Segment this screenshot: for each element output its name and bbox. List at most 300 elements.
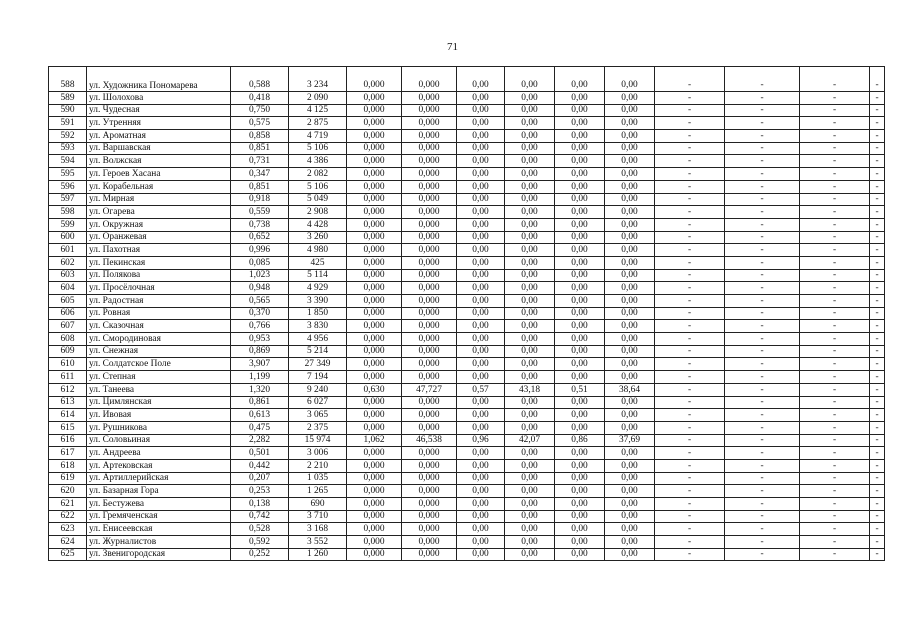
col-dash-4: - bbox=[870, 523, 885, 536]
col-dash-1: - bbox=[655, 269, 725, 282]
street-name: ул. Ивовая bbox=[87, 409, 231, 422]
table-row bbox=[49, 168, 885, 181]
col-dash-4: - bbox=[870, 244, 885, 257]
col-dash-3: - bbox=[800, 231, 870, 244]
col-value-2: 0,000 bbox=[402, 396, 457, 409]
col-value-3: 0,00 bbox=[457, 269, 505, 282]
col-area: 5 114 bbox=[289, 269, 347, 282]
row-number: 613 bbox=[49, 396, 87, 409]
col-dash-4: - bbox=[870, 498, 885, 511]
row-number: 604 bbox=[49, 282, 87, 295]
col-value-3: 0,00 bbox=[457, 447, 505, 460]
row-number: 615 bbox=[49, 421, 87, 434]
col-value-6: 0,00 bbox=[605, 459, 655, 472]
street-name: ул. Волжская bbox=[87, 155, 231, 168]
table-row bbox=[49, 345, 885, 358]
street-name: ул. Рушникова bbox=[87, 421, 231, 434]
table-row bbox=[49, 193, 885, 206]
col-length: 0,501 bbox=[231, 447, 289, 460]
col-area: 3 552 bbox=[289, 536, 347, 549]
col-area: 7 194 bbox=[289, 371, 347, 384]
col-dash-1: - bbox=[655, 421, 725, 434]
col-value-4: 0,00 bbox=[505, 307, 555, 320]
col-dash-4: - bbox=[870, 371, 885, 384]
col-dash-4: - bbox=[870, 295, 885, 308]
col-value-1: 0,000 bbox=[347, 142, 402, 155]
col-dash-1: - bbox=[655, 523, 725, 536]
col-dash-3: - bbox=[800, 256, 870, 269]
col-dash-4: - bbox=[870, 510, 885, 523]
col-value-6: 0,00 bbox=[605, 295, 655, 308]
street-name: ул. Соловьиная bbox=[87, 434, 231, 447]
col-dash-3: - bbox=[800, 409, 870, 422]
row-number: 607 bbox=[49, 320, 87, 333]
col-value-5: 0,00 bbox=[555, 358, 605, 371]
col-value-1: 0,630 bbox=[347, 383, 402, 396]
col-value-6: 0,00 bbox=[605, 142, 655, 155]
col-length: 0,918 bbox=[231, 193, 289, 206]
col-dash-4: - bbox=[870, 130, 885, 143]
col-dash-3: - bbox=[800, 67, 870, 92]
col-value-4: 0,00 bbox=[505, 447, 555, 460]
col-value-5: 0,00 bbox=[555, 447, 605, 460]
col-area: 3 260 bbox=[289, 231, 347, 244]
street-name: ул. Шолохова bbox=[87, 92, 231, 105]
col-area: 5 106 bbox=[289, 142, 347, 155]
col-length: 3,907 bbox=[231, 358, 289, 371]
col-area: 4 980 bbox=[289, 244, 347, 257]
col-dash-1: - bbox=[655, 307, 725, 320]
col-value-1: 0,000 bbox=[347, 498, 402, 511]
col-length: 0,851 bbox=[231, 142, 289, 155]
street-name: ул. Героев Хасана bbox=[87, 168, 231, 181]
col-dash-1: - bbox=[655, 256, 725, 269]
col-value-5: 0,00 bbox=[555, 206, 605, 219]
col-area: 3 168 bbox=[289, 523, 347, 536]
col-value-4: 0,00 bbox=[505, 269, 555, 282]
row-number: 599 bbox=[49, 218, 87, 231]
col-value-1: 0,000 bbox=[347, 193, 402, 206]
col-value-5: 0,00 bbox=[555, 409, 605, 422]
col-value-2: 0,000 bbox=[402, 206, 457, 219]
table-row bbox=[49, 320, 885, 333]
table-row bbox=[49, 218, 885, 231]
col-value-5: 0,00 bbox=[555, 256, 605, 269]
col-area: 27 349 bbox=[289, 358, 347, 371]
col-value-4: 0,00 bbox=[505, 371, 555, 384]
col-value-5: 0,00 bbox=[555, 421, 605, 434]
col-area: 2 875 bbox=[289, 117, 347, 130]
col-value-3: 0,00 bbox=[457, 485, 505, 498]
col-length: 0,370 bbox=[231, 307, 289, 320]
col-dash-1: - bbox=[655, 155, 725, 168]
col-dash-3: - bbox=[800, 396, 870, 409]
col-length: 0,085 bbox=[231, 256, 289, 269]
row-number: 610 bbox=[49, 358, 87, 371]
col-value-4: 0,00 bbox=[505, 206, 555, 219]
col-length: 0,565 bbox=[231, 295, 289, 308]
col-dash-4: - bbox=[870, 459, 885, 472]
col-value-1: 0,000 bbox=[347, 269, 402, 282]
col-length: 2,282 bbox=[231, 434, 289, 447]
col-value-2: 0,000 bbox=[402, 447, 457, 460]
row-number: 621 bbox=[49, 498, 87, 511]
col-area: 2 090 bbox=[289, 92, 347, 105]
col-value-5: 0,00 bbox=[555, 282, 605, 295]
col-value-2: 0,000 bbox=[402, 523, 457, 536]
col-dash-3: - bbox=[800, 117, 870, 130]
col-value-1: 0,000 bbox=[347, 333, 402, 346]
table-row bbox=[49, 498, 885, 511]
col-value-2: 0,000 bbox=[402, 472, 457, 485]
col-dash-3: - bbox=[800, 548, 870, 561]
col-value-5: 0,00 bbox=[555, 269, 605, 282]
col-value-3: 0,00 bbox=[457, 244, 505, 257]
col-area: 3 390 bbox=[289, 295, 347, 308]
col-dash-3: - bbox=[800, 320, 870, 333]
row-number: 606 bbox=[49, 307, 87, 320]
col-dash-1: - bbox=[655, 168, 725, 181]
col-value-3: 0,00 bbox=[457, 548, 505, 561]
col-area: 3 006 bbox=[289, 447, 347, 460]
col-value-2: 0,000 bbox=[402, 548, 457, 561]
col-dash-4: - bbox=[870, 345, 885, 358]
col-value-1: 0,000 bbox=[347, 104, 402, 117]
col-area: 6 027 bbox=[289, 396, 347, 409]
col-dash-3: - bbox=[800, 142, 870, 155]
row-number: 620 bbox=[49, 485, 87, 498]
col-value-3: 0,00 bbox=[457, 396, 505, 409]
col-dash-2: - bbox=[725, 269, 800, 282]
table-row bbox=[49, 472, 885, 485]
col-dash-1: - bbox=[655, 218, 725, 231]
row-number: 608 bbox=[49, 333, 87, 346]
col-length: 0,652 bbox=[231, 231, 289, 244]
col-dash-2: - bbox=[725, 320, 800, 333]
col-value-5: 0,00 bbox=[555, 142, 605, 155]
col-value-2: 0,000 bbox=[402, 282, 457, 295]
col-value-1: 0,000 bbox=[347, 218, 402, 231]
col-dash-1: - bbox=[655, 193, 725, 206]
col-area: 4 719 bbox=[289, 130, 347, 143]
col-dash-1: - bbox=[655, 510, 725, 523]
col-value-6: 0,00 bbox=[605, 155, 655, 168]
col-dash-1: - bbox=[655, 459, 725, 472]
col-dash-2: - bbox=[725, 307, 800, 320]
col-value-5: 0,00 bbox=[555, 155, 605, 168]
col-dash-4: - bbox=[870, 434, 885, 447]
street-name: ул. Пахотная bbox=[87, 244, 231, 257]
col-dash-4: - bbox=[870, 409, 885, 422]
col-dash-4: - bbox=[870, 307, 885, 320]
col-value-2: 0,000 bbox=[402, 307, 457, 320]
col-value-6: 0,00 bbox=[605, 282, 655, 295]
col-dash-3: - bbox=[800, 218, 870, 231]
col-value-5: 0,00 bbox=[555, 193, 605, 206]
street-name: ул. Утренняя bbox=[87, 117, 231, 130]
col-dash-2: - bbox=[725, 447, 800, 460]
col-length: 0,953 bbox=[231, 333, 289, 346]
col-value-4: 0,00 bbox=[505, 142, 555, 155]
col-value-2: 0,000 bbox=[402, 92, 457, 105]
col-value-6: 0,00 bbox=[605, 67, 655, 92]
col-value-3: 0,00 bbox=[457, 180, 505, 193]
col-dash-4: - bbox=[870, 142, 885, 155]
table-row bbox=[49, 130, 885, 143]
col-value-4: 0,00 bbox=[505, 155, 555, 168]
col-dash-2: - bbox=[725, 345, 800, 358]
col-value-6: 0,00 bbox=[605, 358, 655, 371]
col-value-6: 0,00 bbox=[605, 421, 655, 434]
street-name: ул. Артековская bbox=[87, 459, 231, 472]
col-value-6: 0,00 bbox=[605, 130, 655, 143]
col-area: 1 260 bbox=[289, 548, 347, 561]
col-value-3: 0,00 bbox=[457, 193, 505, 206]
col-value-3: 0,00 bbox=[457, 358, 505, 371]
col-dash-4: - bbox=[870, 218, 885, 231]
col-value-6: 0,00 bbox=[605, 231, 655, 244]
col-value-4: 0,00 bbox=[505, 193, 555, 206]
col-area: 2 210 bbox=[289, 459, 347, 472]
col-value-3: 0,96 bbox=[457, 434, 505, 447]
street-name: ул. Окружная bbox=[87, 218, 231, 231]
col-length: 0,738 bbox=[231, 218, 289, 231]
col-value-1: 0,000 bbox=[347, 536, 402, 549]
col-dash-2: - bbox=[725, 510, 800, 523]
col-value-2: 0,000 bbox=[402, 117, 457, 130]
col-value-6: 0,00 bbox=[605, 117, 655, 130]
col-value-3: 0,00 bbox=[457, 231, 505, 244]
col-value-5: 0,00 bbox=[555, 168, 605, 181]
street-name: ул. Артиллерийская bbox=[87, 472, 231, 485]
col-value-5: 0,00 bbox=[555, 510, 605, 523]
street-name: ул. Солдатское Поле bbox=[87, 358, 231, 371]
table-row bbox=[49, 142, 885, 155]
col-value-2: 0,000 bbox=[402, 498, 457, 511]
col-value-6: 0,00 bbox=[605, 104, 655, 117]
col-value-3: 0,00 bbox=[457, 523, 505, 536]
col-value-6: 0,00 bbox=[605, 396, 655, 409]
street-name: ул. Звенигородская bbox=[87, 548, 231, 561]
col-area: 2 375 bbox=[289, 421, 347, 434]
col-value-5: 0,00 bbox=[555, 130, 605, 143]
table-row bbox=[49, 282, 885, 295]
street-name: ул. Художника Пономарева bbox=[87, 67, 231, 92]
col-value-6: 0,00 bbox=[605, 498, 655, 511]
col-dash-3: - bbox=[800, 307, 870, 320]
col-dash-1: - bbox=[655, 282, 725, 295]
col-value-1: 0,000 bbox=[347, 130, 402, 143]
col-length: 0,588 bbox=[231, 67, 289, 92]
col-value-6: 0,00 bbox=[605, 345, 655, 358]
col-value-2: 0,000 bbox=[402, 218, 457, 231]
col-value-4: 0,00 bbox=[505, 396, 555, 409]
street-name: ул. Бестужева bbox=[87, 498, 231, 511]
row-number: 605 bbox=[49, 295, 87, 308]
table-row bbox=[49, 104, 885, 117]
col-dash-4: - bbox=[870, 117, 885, 130]
col-value-4: 0,00 bbox=[505, 282, 555, 295]
col-dash-4: - bbox=[870, 269, 885, 282]
col-dash-3: - bbox=[800, 498, 870, 511]
col-value-5: 0,00 bbox=[555, 498, 605, 511]
col-dash-2: - bbox=[725, 130, 800, 143]
row-number: 601 bbox=[49, 244, 87, 257]
col-value-5: 0,00 bbox=[555, 548, 605, 561]
col-dash-3: - bbox=[800, 168, 870, 181]
col-value-2: 0,000 bbox=[402, 269, 457, 282]
street-name: ул. Журналистов bbox=[87, 536, 231, 549]
col-dash-4: - bbox=[870, 421, 885, 434]
col-value-4: 0,00 bbox=[505, 117, 555, 130]
col-value-3: 0,00 bbox=[457, 218, 505, 231]
col-dash-3: - bbox=[800, 472, 870, 485]
col-area: 9 240 bbox=[289, 383, 347, 396]
col-area: 5 106 bbox=[289, 180, 347, 193]
col-dash-2: - bbox=[725, 244, 800, 257]
col-length: 1,320 bbox=[231, 383, 289, 396]
col-dash-3: - bbox=[800, 269, 870, 282]
col-dash-1: - bbox=[655, 333, 725, 346]
col-dash-3: - bbox=[800, 244, 870, 257]
table-row bbox=[49, 447, 885, 460]
col-value-5: 0,00 bbox=[555, 307, 605, 320]
col-value-6: 0,00 bbox=[605, 168, 655, 181]
col-dash-3: - bbox=[800, 104, 870, 117]
col-value-2: 0,000 bbox=[402, 536, 457, 549]
col-value-4: 0,00 bbox=[505, 459, 555, 472]
col-value-6: 0,00 bbox=[605, 269, 655, 282]
col-dash-1: - bbox=[655, 485, 725, 498]
street-name: ул. Просёлочная bbox=[87, 282, 231, 295]
col-value-4: 0,00 bbox=[505, 218, 555, 231]
col-value-5: 0,00 bbox=[555, 117, 605, 130]
col-length: 0,731 bbox=[231, 155, 289, 168]
col-dash-2: - bbox=[725, 193, 800, 206]
table-row bbox=[49, 244, 885, 257]
col-value-6: 38,64 bbox=[605, 383, 655, 396]
table-row bbox=[49, 269, 885, 282]
col-value-6: 0,00 bbox=[605, 193, 655, 206]
col-dash-2: - bbox=[725, 155, 800, 168]
col-dash-3: - bbox=[800, 295, 870, 308]
street-name: ул. Ровная bbox=[87, 307, 231, 320]
col-dash-1: - bbox=[655, 371, 725, 384]
table-row bbox=[49, 548, 885, 561]
col-dash-4: - bbox=[870, 282, 885, 295]
col-dash-4: - bbox=[870, 67, 885, 92]
col-area: 5 049 bbox=[289, 193, 347, 206]
col-area: 4 956 bbox=[289, 333, 347, 346]
col-value-1: 0,000 bbox=[347, 117, 402, 130]
col-dash-2: - bbox=[725, 282, 800, 295]
col-value-2: 0,000 bbox=[402, 358, 457, 371]
col-length: 0,869 bbox=[231, 345, 289, 358]
col-dash-4: - bbox=[870, 333, 885, 346]
col-value-4: 0,00 bbox=[505, 295, 555, 308]
col-value-4: 0,00 bbox=[505, 130, 555, 143]
col-dash-1: - bbox=[655, 67, 725, 92]
row-number: 592 bbox=[49, 130, 87, 143]
col-value-1: 0,000 bbox=[347, 345, 402, 358]
col-value-3: 0,00 bbox=[457, 320, 505, 333]
col-value-5: 0,00 bbox=[555, 104, 605, 117]
street-name: ул. Оранжевая bbox=[87, 231, 231, 244]
col-length: 0,948 bbox=[231, 282, 289, 295]
col-dash-4: - bbox=[870, 168, 885, 181]
street-name: ул. Радостная bbox=[87, 295, 231, 308]
street-name: ул. Енисеевская bbox=[87, 523, 231, 536]
col-value-2: 0,000 bbox=[402, 409, 457, 422]
col-dash-4: - bbox=[870, 383, 885, 396]
table-row bbox=[49, 155, 885, 168]
col-value-3: 0,00 bbox=[457, 92, 505, 105]
col-value-6: 0,00 bbox=[605, 447, 655, 460]
street-name: ул. Степная bbox=[87, 371, 231, 384]
col-dash-3: - bbox=[800, 282, 870, 295]
col-dash-1: - bbox=[655, 244, 725, 257]
col-value-4: 0,00 bbox=[505, 510, 555, 523]
col-value-3: 0,00 bbox=[457, 67, 505, 92]
col-value-3: 0,00 bbox=[457, 206, 505, 219]
col-value-5: 0,00 bbox=[555, 218, 605, 231]
street-name: ул. Пекинская bbox=[87, 256, 231, 269]
col-dash-4: - bbox=[870, 231, 885, 244]
row-number: 598 bbox=[49, 206, 87, 219]
table-row bbox=[49, 358, 885, 371]
col-value-3: 0,00 bbox=[457, 459, 505, 472]
table-row bbox=[49, 117, 885, 130]
col-value-5: 0,00 bbox=[555, 244, 605, 257]
col-length: 0,559 bbox=[231, 206, 289, 219]
col-value-3: 0,00 bbox=[457, 472, 505, 485]
col-dash-4: - bbox=[870, 472, 885, 485]
col-dash-3: - bbox=[800, 434, 870, 447]
col-dash-4: - bbox=[870, 206, 885, 219]
col-value-1: 0,000 bbox=[347, 548, 402, 561]
col-length: 0,613 bbox=[231, 409, 289, 422]
table-row bbox=[49, 536, 885, 549]
col-dash-1: - bbox=[655, 345, 725, 358]
col-value-2: 0,000 bbox=[402, 104, 457, 117]
col-value-1: 0,000 bbox=[347, 231, 402, 244]
col-area: 4 125 bbox=[289, 104, 347, 117]
col-value-3: 0,00 bbox=[457, 409, 505, 422]
col-dash-3: - bbox=[800, 358, 870, 371]
col-value-4: 0,00 bbox=[505, 168, 555, 181]
col-area: 2 908 bbox=[289, 206, 347, 219]
col-value-6: 0,00 bbox=[605, 333, 655, 346]
col-length: 0,475 bbox=[231, 421, 289, 434]
col-value-2: 0,000 bbox=[402, 130, 457, 143]
col-area: 4 929 bbox=[289, 282, 347, 295]
col-value-4: 0,00 bbox=[505, 536, 555, 549]
col-value-1: 0,000 bbox=[347, 92, 402, 105]
col-dash-4: - bbox=[870, 447, 885, 460]
col-dash-2: - bbox=[725, 459, 800, 472]
col-value-2: 0,000 bbox=[402, 510, 457, 523]
col-value-2: 0,000 bbox=[402, 180, 457, 193]
row-number: 612 bbox=[49, 383, 87, 396]
col-area: 3 830 bbox=[289, 320, 347, 333]
col-dash-1: - bbox=[655, 206, 725, 219]
street-name: ул. Сказочная bbox=[87, 320, 231, 333]
col-length: 0,851 bbox=[231, 180, 289, 193]
data-table bbox=[48, 66, 885, 561]
col-value-2: 0,000 bbox=[402, 142, 457, 155]
col-value-6: 0,00 bbox=[605, 510, 655, 523]
col-value-1: 0,000 bbox=[347, 256, 402, 269]
